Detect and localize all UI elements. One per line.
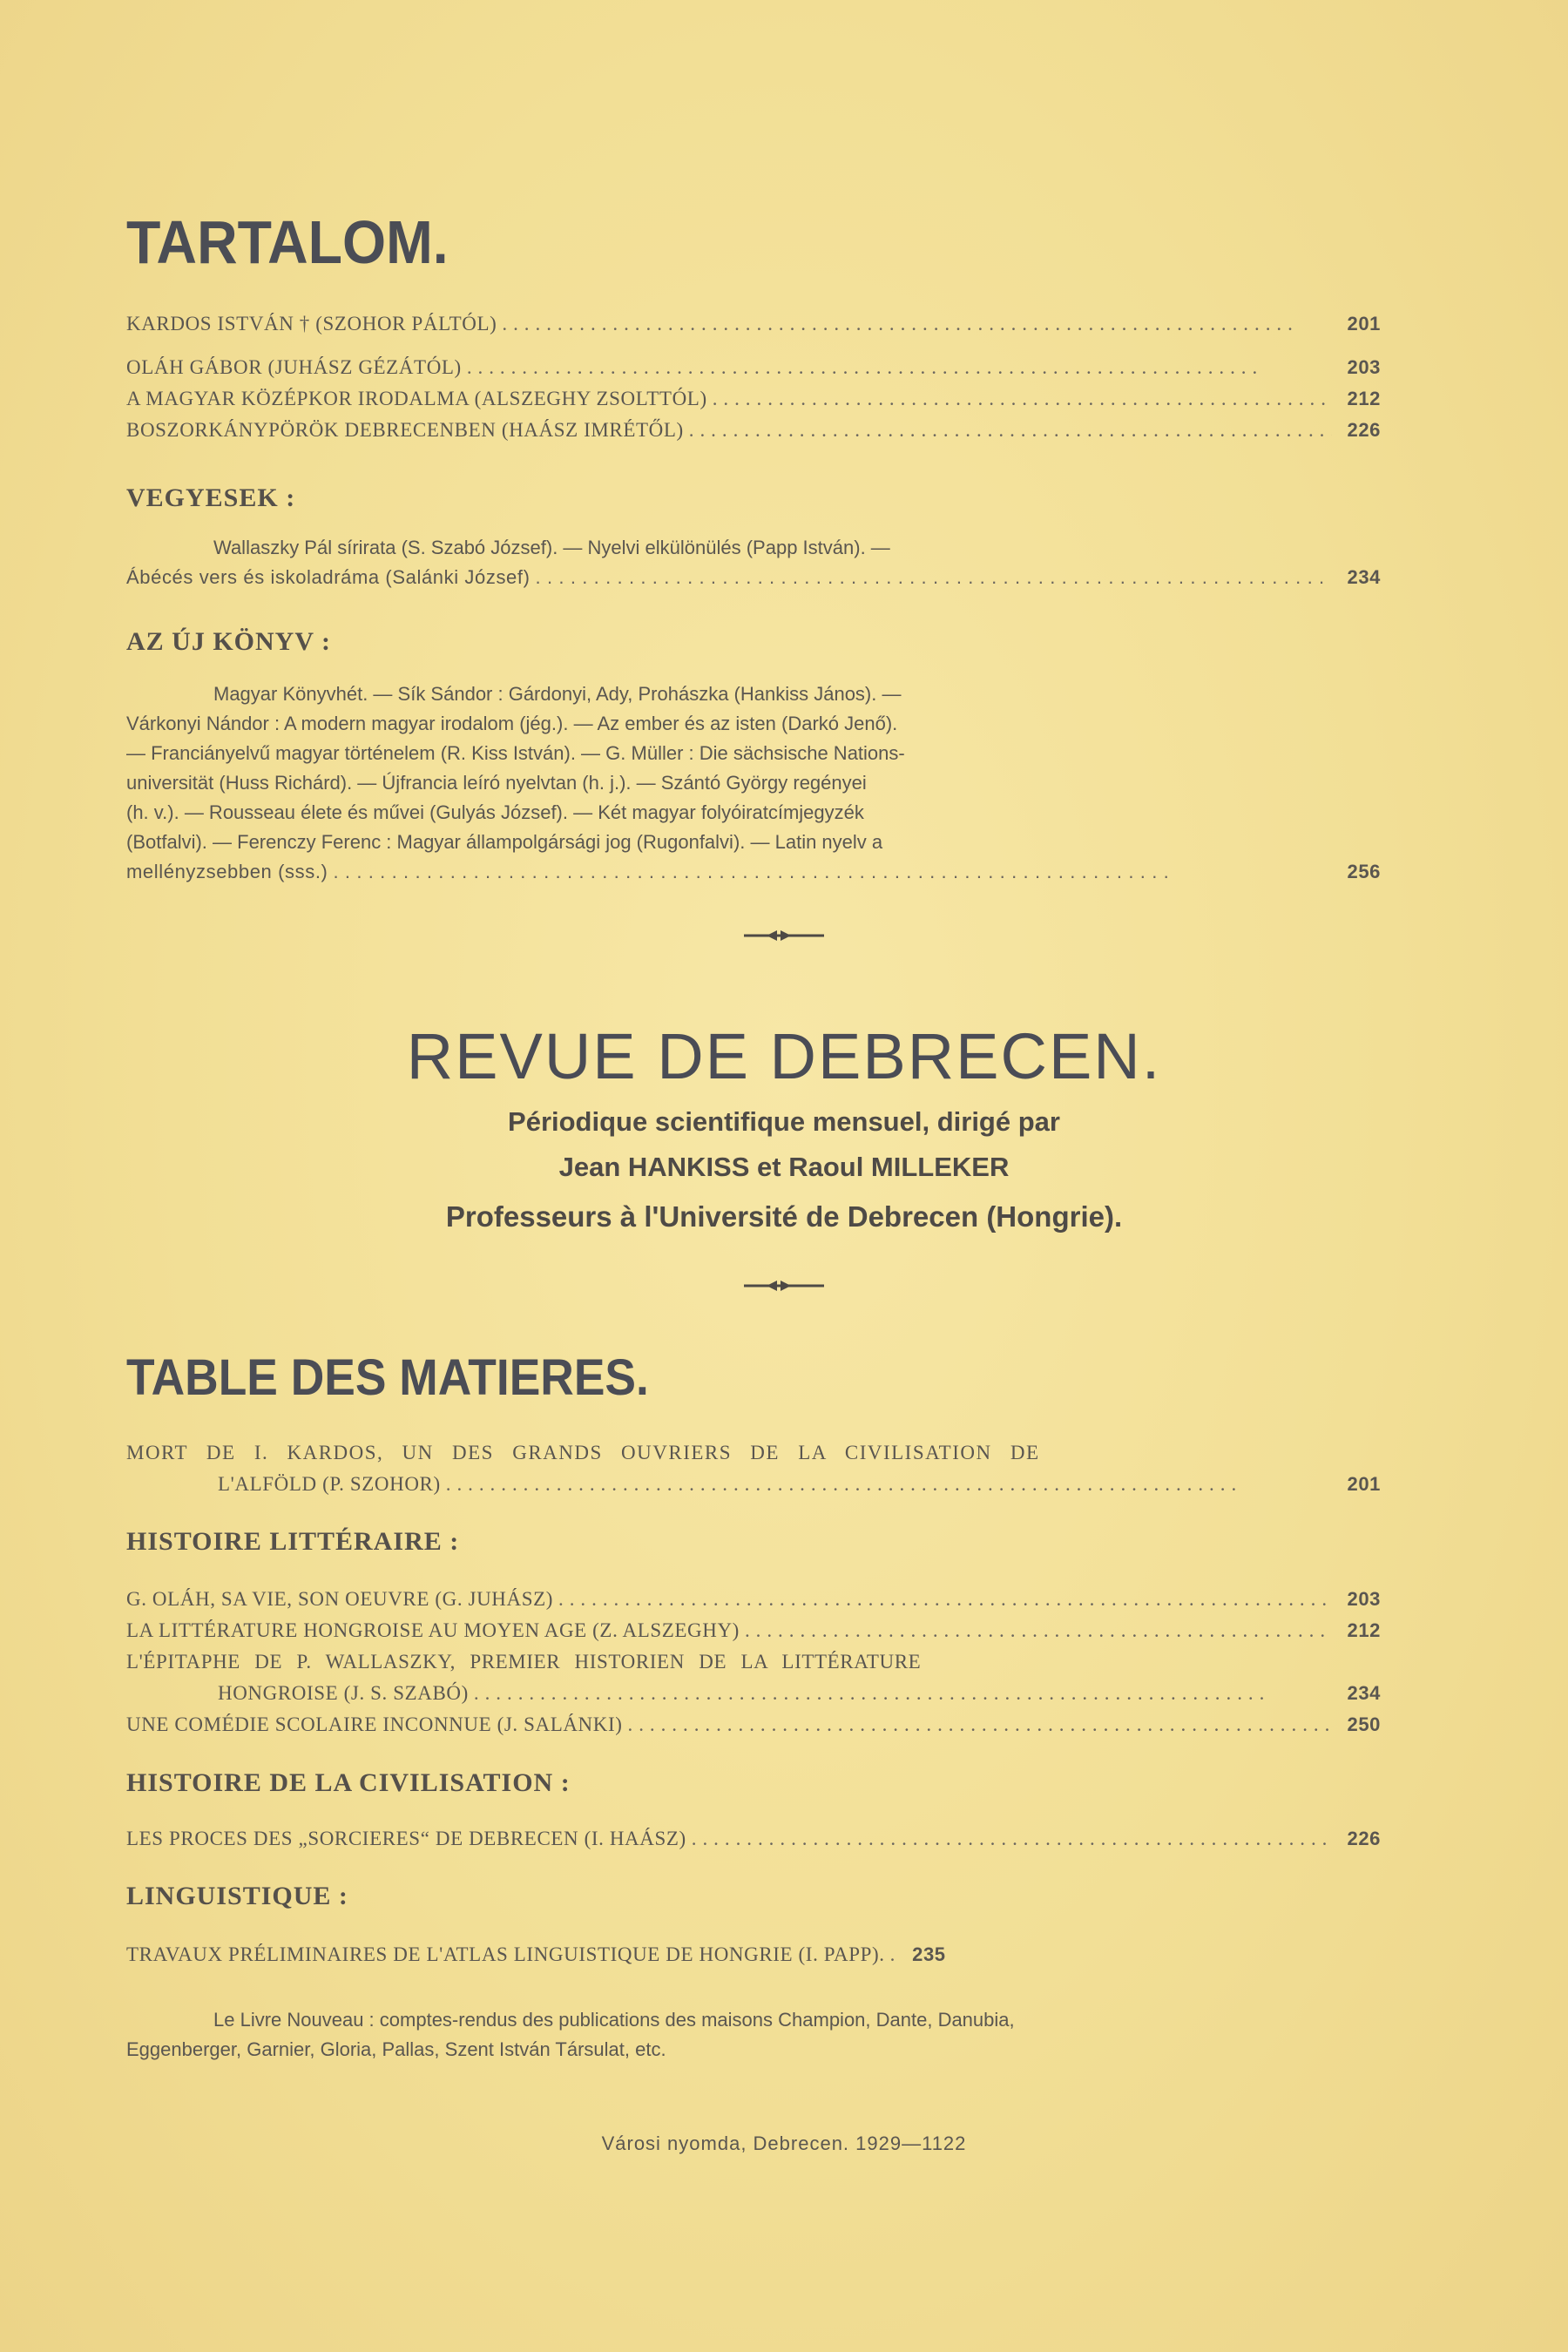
toc-entry [126, 1678, 1381, 1709]
leader-dots [628, 1709, 1333, 1740]
leader-dots [692, 1823, 1332, 1855]
vegyesek-block [126, 533, 1381, 592]
toc-entry [126, 1469, 1381, 1500]
revue-professors: Professeurs à l'Université de Debrecen (Hongrie). [445, 1200, 1123, 1233]
toc-entry-page: 226 [1347, 1828, 1381, 1849]
toc-entry-text: LA LITTÉRATURE HONGROISE AU MOYEN AGE (Z. ALSZEGHY) [126, 1619, 740, 1641]
leader-dots [713, 383, 1332, 415]
leader-dots [502, 308, 1332, 340]
livre-line: Eggenberger, Garnier, Gloria, Pallas, Szent István Társulat, etc. [126, 2038, 666, 2060]
toc-entry [126, 563, 1381, 592]
toc-entry [126, 1709, 1381, 1740]
leader-dots [536, 563, 1332, 592]
leader-dots [446, 1469, 1332, 1500]
toc-entry-page: 201 [1347, 313, 1381, 335]
toc-entry-page: 235 [912, 1943, 946, 1965]
toc-entry-text: TRAVAUX PRÉLIMINAIRES DE L'ATLAS LINGUISTIQUE DE HONGRIE (I. PAPP). [126, 1943, 885, 1965]
toc-entry [126, 1584, 1381, 1615]
toc-entry-text: G. OLÁH, SA VIE, SON OEUVRE (G. JUHÁSZ) [126, 1588, 554, 1610]
leader-dots [333, 857, 1332, 887]
revue-title: REVUE DE DEBRECEN. [406, 1020, 1162, 1092]
printer-footer: Városi nyomda, Debrecen. 1929—1122 [601, 2132, 967, 2154]
vegyesek-line: Wallaszky Pál sírirata (S. Szabó József). — Nyelvi elkülönülés (Papp István). — [213, 537, 890, 558]
vegyesek-heading: VEGYESEK : [126, 483, 296, 512]
uj-konyv-line: (Botfalvi). — Ferenczy Ferenc : Magyar állampolgársági jog (Rugonfalvi). — Latin nyelv a [126, 831, 883, 853]
toc-entry-page: 203 [1347, 356, 1381, 378]
leader-dots [890, 1939, 897, 1970]
toc-entry-page: 250 [1347, 1713, 1381, 1735]
uj-konyv-block [126, 679, 1381, 887]
leader-dots [467, 352, 1332, 383]
histoire-civilisation-heading: HISTOIRE DE LA CIVILISATION : [126, 1768, 571, 1797]
toc-entry-text: BOSZORKÁNYPÖRÖK DEBRECENBEN (HAÁSZ IMRÉTŐL) [126, 419, 684, 441]
tartalom-entries [126, 308, 1381, 446]
toc-entry [126, 1939, 1381, 1970]
uj-konyv-heading: AZ ÚJ KÖNYV : [126, 627, 331, 656]
uj-konyv-line: (h. v.). — Rousseau élete és művei (Gulyás József). — Két magyar folyóiratcímjegyzék [126, 801, 864, 823]
toc-entry-text: A MAGYAR KÖZÉPKOR IRODALMA (ALSZEGHY ZSOLTTÓL) [126, 388, 707, 409]
revue-subtitle: Périodique scientifique mensuel, dirigé par [508, 1106, 1060, 1137]
toc-entry [126, 308, 1381, 340]
revue-editors: Jean HANKISS et Raoul MILLEKER [558, 1152, 1010, 1182]
toc-entry-page: 201 [1347, 1473, 1381, 1495]
toc-entry-page: 226 [1347, 419, 1381, 441]
uj-konyv-line: — Franciányelvű magyar történelem (R. Kiss István). — G. Müller : Die sächsische Nations- [126, 742, 905, 764]
linguistique-heading: LINGUISTIQUE : [126, 1882, 348, 1910]
leader-dots [558, 1584, 1332, 1615]
livre-nouveau-note [126, 2005, 1381, 2065]
epitaphe-line: L'ÉPITAPHE DE P. WALLASZKY, PREMIER HISTORIEN DE LA LITTÉRATURE [126, 1651, 922, 1673]
tartalom-title: TARTALOM. [126, 208, 449, 276]
leader-dots [689, 415, 1332, 446]
toc-entry-text: Ábécés vers és iskoladráma (Salánki József) [126, 566, 531, 588]
toc-entry-text: mellényzsebben (sss.) [126, 861, 328, 882]
toc-entry [126, 857, 1381, 887]
histoire-litteraire-entries [126, 1584, 1381, 1740]
leader-dots [745, 1615, 1332, 1646]
toc-entry-page: 203 [1347, 1588, 1381, 1610]
uj-konyv-line: Várkonyi Nándor : A modern magyar irodalom (jég.). — Az ember és az isten (Darkó Jenő). [126, 713, 898, 734]
ornament-divider [0, 922, 1568, 951]
toc-entry-text: OLÁH GÁBOR (JUHÁSZ GÉZÁTÓL) [126, 356, 462, 378]
toc-entry [126, 1823, 1381, 1855]
toc-entry-page: 212 [1347, 388, 1381, 409]
toc-entry-page: 234 [1347, 566, 1381, 588]
toc-entry-text: KARDOS ISTVÁN † (SZOHOR PÁLTÓL) [126, 313, 497, 335]
livre-line: Le Livre Nouveau : comptes-rendus des publications des maisons Champion, Dante, Danubia, [213, 2009, 1015, 2031]
leader-dots [474, 1678, 1332, 1709]
toc-entry-text: L'ALFÖLD (P. SZOHOR) [218, 1473, 441, 1495]
histoire-civilisation-entries [126, 1823, 1381, 1855]
toc-entry-text: LES PROCES DES „SORCIERES“ DE DEBRECEN (I. HAÁSZ) [126, 1828, 686, 1849]
linguistique-entries [126, 1939, 1381, 1970]
uj-konyv-line: Magyar Könyvhét. — Sík Sándor : Gárdonyi, Ady, Prohászka (Hankiss János). — [213, 683, 902, 705]
toc-entry-text: UNE COMÉDIE SCOLAIRE INCONNUE (J. SALÁNKI) [126, 1713, 623, 1735]
toc-entry-page: 256 [1347, 861, 1381, 882]
table-title: TABLE DES MATIERES. [126, 1349, 649, 1406]
histoire-litteraire-heading: HISTOIRE LITTÉRAIRE : [126, 1527, 460, 1556]
mort-entry [126, 1437, 1381, 1500]
toc-entry [126, 415, 1381, 446]
ornament-icon [740, 927, 828, 944]
ornament-divider [0, 1272, 1568, 1301]
toc-entry [126, 1615, 1381, 1646]
toc-entry-page: 212 [1347, 1619, 1381, 1641]
toc-entry [126, 383, 1381, 415]
uj-konyv-line: universität (Huss Richárd). — Újfrancia leíró nyelvtan (h. j.). — Szántó György regényei [126, 772, 867, 794]
mort-line: MORT DE I. KARDOS, UN DES GRANDS OUVRIERS DE LA CIVILISATION DE [126, 1442, 1040, 1463]
toc-entry-text: HONGROISE (J. S. SZABÓ) [218, 1682, 469, 1704]
ornament-icon [740, 1277, 828, 1294]
toc-entry [126, 352, 1381, 383]
toc-entry-page: 234 [1347, 1682, 1381, 1704]
